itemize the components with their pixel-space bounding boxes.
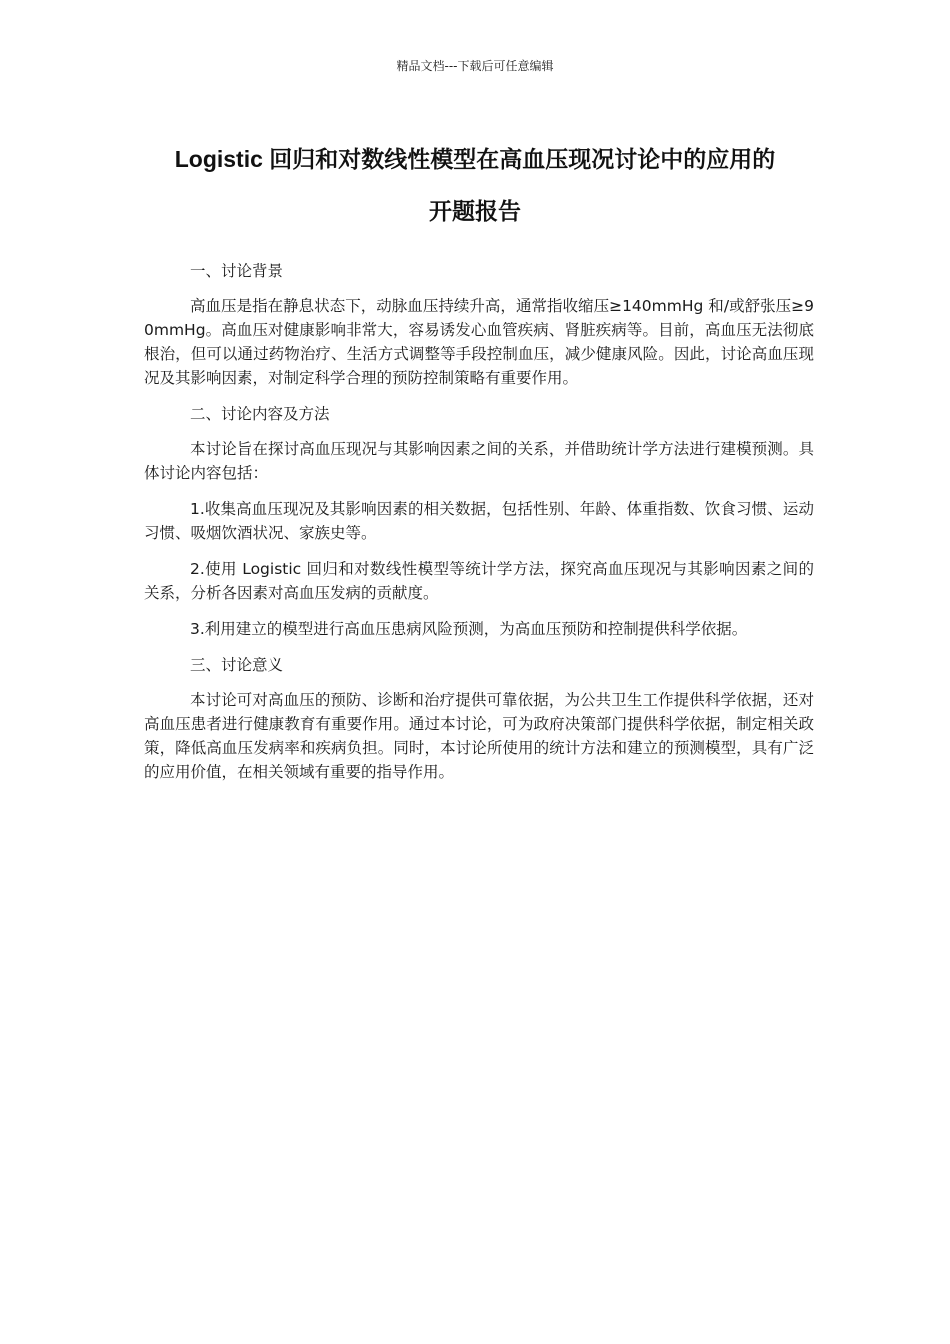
document-title	[120, 133, 830, 237]
content-item-1: 1.收集高血压现况及其影响因素的相关数据，包括性别、年龄、体重指数、饮食习惯、运动习惯、吸烟饮酒状况、家族史等。	[144, 500, 814, 542]
content-item-3: 3.利用建立的模型进行高血压患病风险预测，为高血压预防和控制提供科学依据。	[190, 620, 748, 638]
section-heading-content-methods: 二、讨论内容及方法	[190, 405, 330, 423]
document-body	[144, 259, 814, 796]
title-line-2: 开题报告	[429, 198, 521, 224]
content-item-2: 2.使用 Logistic 回归和对数线性模型等统计学方法，探究高血压现况与其影响因素之间的关系，分析各因素对高血压发病的贡献度。	[144, 560, 814, 602]
section-heading-background: 一、讨论背景	[190, 262, 284, 280]
background-paragraph: 高血压是指在静息状态下，动脉血压持续升高，通常指收缩压≥140mmHg 和/或舒张压≥90mmHg。高血压对健康影响非常大，容易诱发心血管疾病、肾脏疾病等。目前，高血压无法彻底根治，但可以通过药物治疗、生活方式调整等手段控制血压，减少健康风险。因此，讨论高血压现况及其影响因素，对制定科学合理的预防控制策略有重要作用。	[144, 297, 814, 387]
significance-paragraph: 本讨论可对高血压的预防、诊断和治疗提供可靠依据，为公共卫生工作提供科学依据，还对高血压患者进行健康教育有重要作用。通过本讨论，可为政府决策部门提供科学依据，制定相关政策，降低高血压发病率和疾病负担。同时，本讨论所使用的统计方法和建立的预测模型，具有广泛的应用价值，在相关领域有重要的指导作用。	[144, 691, 814, 781]
title-line-1: Logistic 回归和对数线性模型在高血压现况讨论中的应用的	[174, 146, 776, 172]
header-note: 精品文档---下载后可任意编辑	[396, 59, 554, 73]
section-heading-significance: 三、讨论意义	[190, 656, 284, 674]
content-intro-paragraph: 本讨论旨在探讨高血压现况与其影响因素之间的关系，并借助统计学方法进行建模预测。具体讨论内容包括：	[144, 440, 814, 482]
